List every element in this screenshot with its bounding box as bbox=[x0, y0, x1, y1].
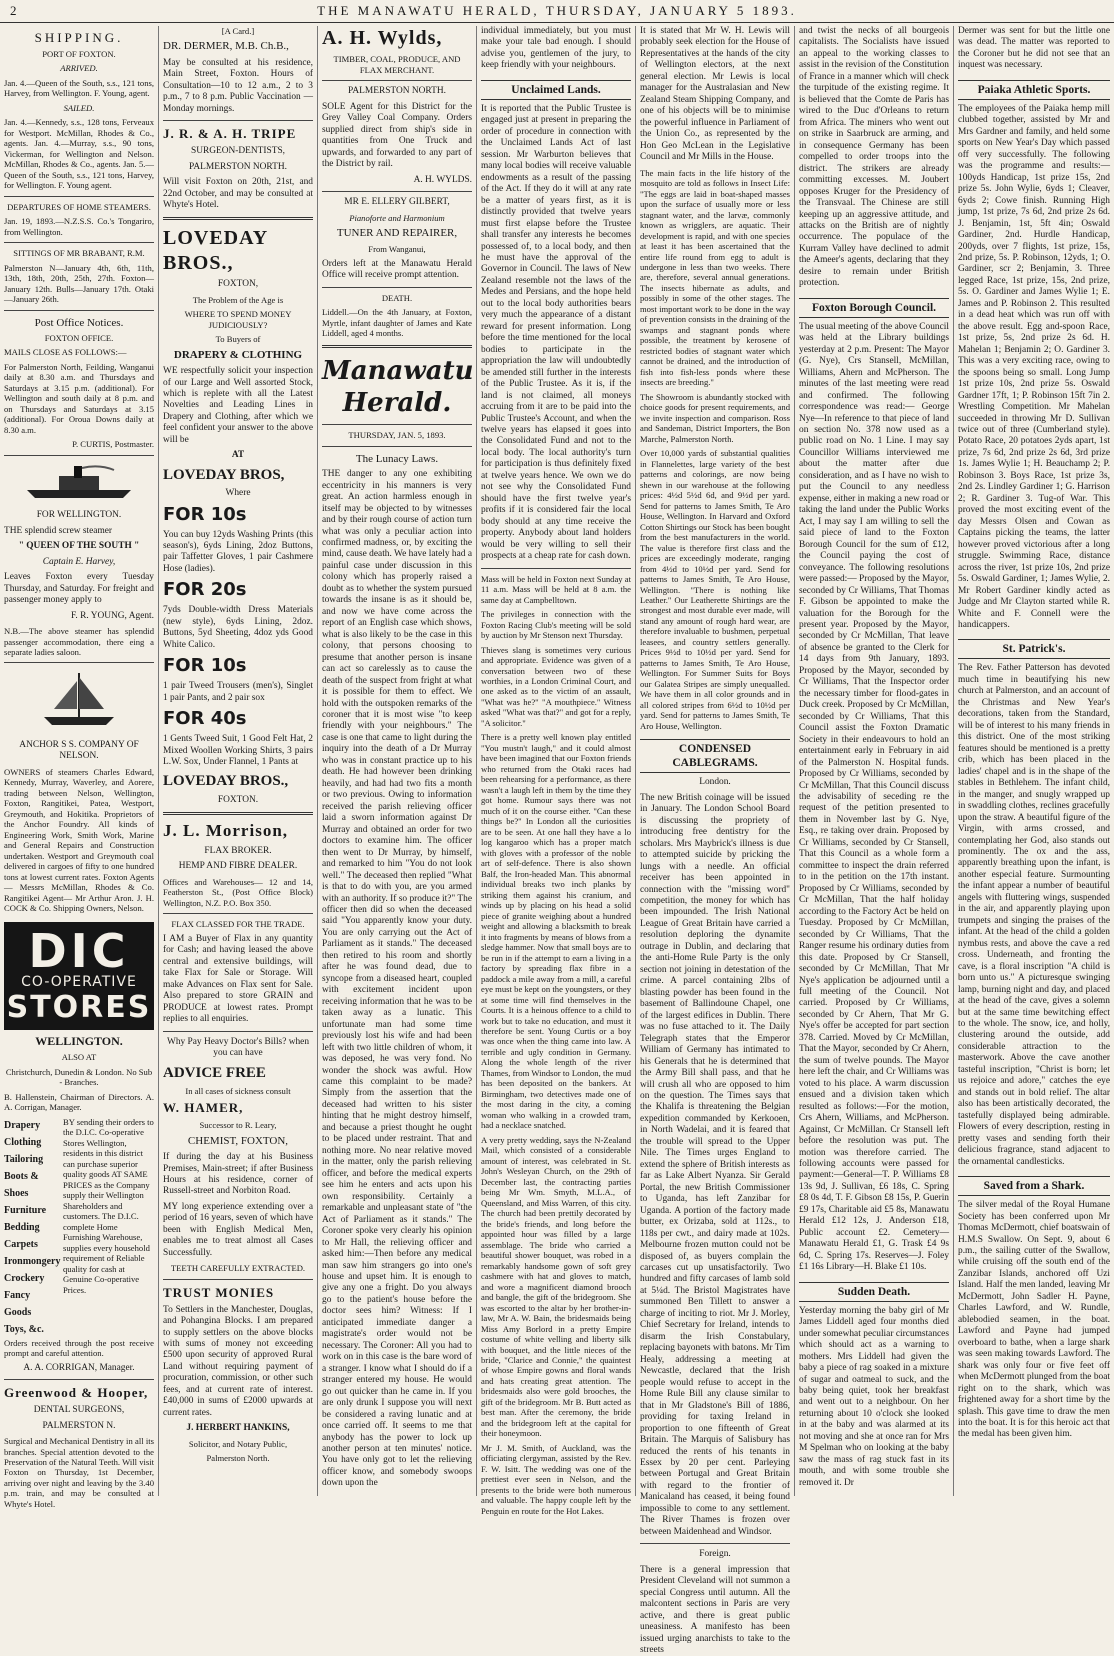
cablegrams-text: The new British coinage will be issued in January. The London School Board is discussing the propriety of introducing free dentistry for the scholars. Mrs Maybrick's illness is due to attempted suicide by pricking the lungs with a needle. An official receiver has been appointed in connection with the "missing word" competition, the money for which has been impounded. The Irish National League of Great Britain have carried a resolution deploring the dynamite outrage in Dublin, and declaring that the anti-Home Rule Party is the only section not joining in detestation of the crime. A parcel containing 2lbs of blasting powder has been found in the basement of Ballindoune Chapel, one of the largest edifices in Dublin. There was no fuse attached to it. The Daily Telegraph states that the Emperor William of Germany has intimated to his Generals that he is determined that the Army Bill shall pass, and that he will crush all who are opposed to him on the question. The Times says that the Khalifa is threatening the Belgian expedition commanded by Kerkooen, in North Wadelai, and it is feared that the trouble will spread to the Upper Nile. The Times urges England to extend the sphere of British interests as far as Lake Albert Nyanza. Sir Gerald Portal, the new British Commissioner to Uganda, has left Zanzibar for Uganda. A portion of the factory made butter, ex Orizaba, sold at 112s., to 118s per cwt., and dairy made at 102s. Melbourne frozen mutton could not be disposed of, as buyers complain the carcases cut up unsatisfactorily. Two hundred and fifty carcases of lamb sold at 5¼d. The Bristol Magistrates have summoned Ben Tillett to answer a charge of inciting to riot. Mr J. Morley, Chief Secretary for Ireland, intends to disarm the Irish Constabulary, replacing bayonets with batons. Mr Tim Healy, addressing a meeting at Newcastle, declared that the Irish people would refuse to accept in the Home Rule Bill any clause similar to that in Mr Gladstone's Bill of 1886, providing for taxing Ireland in proportion to one fifteenth of Great Britain. The Marquis of Salisbury has reduced the rents of his tenants in Essex by 20 per cent. Parleying between Portugal and Great Britain with regard to the frontier of Manicaland has ceased, it being found impossible to come to any settlement. The River Thames is frozen over between Maidenhead and Windsor. bbox=[640, 792, 790, 1537]
hamer-text: If during the day at his Business Premises, Main-street; if after Business Hours at his residence, corner of Russell-street and Norbiton Road. bbox=[163, 1152, 313, 1197]
doctor-question: Why Pay Heavy Doctor's Bills? when you can have bbox=[166, 1036, 310, 1059]
trust-text: To Settlers in the Manchester, Douglas, and Pohangina Blocks. I am prepared to supply settlers on the above blocks with sums of money not exceeding £500 upon security of approved Rural Land without requiring payment of procuration, commission, or other such fees, and at current rate of interest. £40,000 in sums of £2000 upwards at current rates. bbox=[163, 1304, 313, 1418]
foreign-heading: Foreign. bbox=[699, 1549, 731, 1560]
sailed-text: Jan. 4.—Kennedy, s.s., 128 tons, Ferveaux for Westport. McMillan, Rhodes & Co., agents. Jan. 4.—Murray, s.s., 90 tons, Vickerman, for Wellington and Nelson. McMillan, Rhodes & Co., agents. Jan. 5.—Queen of the South, s.s., 121 tons, Harvey, for Wellington. F. Young agent. bbox=[4, 117, 154, 191]
privileges-notice: The privileges in connection with the Foxton Racing Club's meeting will be sold by auction by Mr Stenson next Thursday. bbox=[481, 609, 631, 641]
wellington-heading: FOR WELLINGTON. bbox=[36, 510, 122, 521]
loveday-buyers: To Buyers of bbox=[215, 334, 261, 345]
issue-date: THURSDAY, JAN. 5, 1893. bbox=[348, 430, 446, 441]
department-item: Carpets bbox=[4, 1238, 38, 1250]
sudden-death-heading: Sudden Death. bbox=[799, 1282, 949, 1302]
column-3 bbox=[318, 26, 477, 1496]
hankins-place: Palmerston North. bbox=[206, 1453, 270, 1464]
mails-close: MAILS CLOSE AS FOLLOWS:— bbox=[4, 347, 127, 358]
loveday-where: Where bbox=[225, 488, 251, 499]
death-text: Liddell.—On the 4th January, at Foxton, Myrtle, infant daughter of James and Kate Liddell, aged 4 months. bbox=[322, 307, 472, 339]
departures-text: Jan. 19, 1893.—N.Z.S.S. Co.'s Tongariro, from Wellington. bbox=[4, 216, 154, 237]
shark-text: The silver medal of the Royal Humane Society has been conferred upon Mr Thomas McDermott, chief boatswain of H.M.S Swallow. On Sept. 9, about 6 p.m., the sailing cutter of the Swallow, while cruising off the south end of the Zanzibar Islands, anchored off Uzi Island. Half the men landed, leaving Mr McDermott, John Sadler H. Payne, Charles Lawford, and W. Rundle, ablebodied seamen, in the boat. Lawford and Payne had jumped overboard to bathe, when a large shark was seen making towards Lawford. The shark was only four or five feet off when McDermott plunged from the boat right on to the shark, which was frightened away for a short time by the splash. This gave time to draw the men into the boat. It is for this heroic act that the medal has been given him. bbox=[958, 1200, 1110, 1440]
foreign-end: and twist the necks of all bourgeois capitalists. The Socialists have issued an appeal to the working classes to assist in the revision of the Constitution of France in a manner which will check the turpitude of the existing regime. It is believed that the Comte de Paris has wired to the Duc d'Orleans to return from Africa. The miners who went out on strike in Saarbruck are arming, and in consequence Germany has been compelled to order troops into the district. The strikers are already committing excesses. M. Joubert opposes Kruger for the Presidency of the Transvaal. The Chinese are still keeping up an aggressive attitude, and attacks on the British are of nightly occurrence. The populace of the Kurram Valley have declined to admit the Ameer's agents, declaring that they desire to remain under British protection. bbox=[799, 26, 949, 289]
chemist-title: CHEMIST, FOXTON, bbox=[187, 1134, 289, 1147]
loveday-problem: The Problem of the Age is bbox=[192, 294, 284, 305]
trust-title: TRUST MONIES bbox=[163, 1284, 275, 1300]
captain-name: Captain E. Harvey, bbox=[42, 556, 116, 567]
advice-free: ADVICE FREE bbox=[163, 1064, 266, 1081]
leaves-text: Leaves Foxton every Tuesday Thursday, and Saturday. For freight and passenger money apply to bbox=[4, 572, 154, 606]
page-masthead bbox=[0, 0, 1114, 23]
dept-text: BY sending their orders to the D.I.C. Co-operative Stores Wellington, residents in this district can purchase superior quality goods AT SAME PRICES as the Company supply their Wellington Shareholders and customers. The D.I.C. complete Home Furnishing Warehouse, supplies every household requirement of Reliable quality for cash at Genuine Co-operative Prices. bbox=[63, 1116, 154, 1295]
column-5 bbox=[636, 26, 795, 1656]
loveday-drapery: DRAPERY & CLOTHING bbox=[173, 348, 303, 361]
steamer-icon bbox=[4, 462, 154, 504]
paper-title: THE MANAWATU HERALD, THURSDAY, JANUARY 5 1893. bbox=[317, 3, 797, 18]
loveday-at-firm: LOVEDAY BROS, bbox=[163, 466, 285, 483]
dic-officers: B. Hallenstein, Chairman of Directors. A. A. Corrigan, Manager. bbox=[4, 1091, 154, 1113]
wellington-text: THE splendid screw steamer bbox=[4, 525, 113, 536]
loveday-place: FOXTON, bbox=[217, 279, 259, 290]
department-item: Ironmongery bbox=[4, 1255, 61, 1267]
advice-text: In all cases of sickness consult bbox=[185, 1085, 291, 1096]
dic-city: WELLINGTON. bbox=[35, 1033, 123, 1048]
loveday-question: WHERE TO SPEND MONEY JUDICIOUSLY? bbox=[184, 309, 292, 330]
mass-notice: Mass will be held in Foxton next Sunday at 11 a.m. Mass will be held at 8 a.m. the same day at Campbelltown. bbox=[481, 573, 631, 605]
unclaimed-heading: Unclaimed Lands. bbox=[481, 80, 631, 100]
arrived-text: Jan. 4.—Queen of the South, s.s., 121 tons, Harvey, from Wellington. F. Young, agent. bbox=[4, 77, 154, 99]
department-item: Tailoring bbox=[4, 1153, 44, 1165]
cablegrams-heading: CONDENSED CABLEGRAMS. bbox=[640, 739, 790, 773]
dic-departments bbox=[4, 1117, 154, 1338]
lunacy-text: THE danger to any one exhibiting eccentricity in his manners is very great. An action harmless enough in itself may be objected to by witnesses and by their rough course of action turn what was only a peculiar action into confirmed madness, or, by exciting the mind, cause death. We have lately had a painful case under discussion in this colony which has properly raised a doubt as to whether the system pursued towards the insane is as it should be, and now we have come across the report of an English case which shows, what is also likely to be the case in this colony, that persons choosing to presume that another person is insane can act so carelessly as to cause the death of the suspect from fright at what it is possible for them to effect. We hold with the outspoken remarks of the coroner that it is most wise "to keep friendly with your neighbours." The case is one that came to light during the inquiry into the death of a Dr Murray who was in constant practice up to his death. He had however been drinking heavily, and had had two fits a month or two previous. Owing to information received the parish relieving officer laid a sworn information against Dr Murray and obtained an order for two doctors to examine him. The officer then went to Dr Murray, by himself, and remarked to him "You do not look well." The deceased then replied "What is that to do with you, are you armed with an authority. If so produce it?" The officer then did so when the deceased said "You apparently know your duty. You are only carrying out the Act of Parliament as it stands." The deceased then retired to his room and shortly after he was found dead, due to syncope from a diseased heart, coupled with excitement incident upon receiving information that he was to be taken away as a lunatic. This unfortunate man had some time previously lost his wife and had been left with two little children of whom, it was deposed, he was very fond. No wonder the shock was awful. How came this complaint to be made? Simply from the assertion that the deceased had written to his sister hinting that he might destroy himself, and because a priest thought he ought to be placed under restraint. That and nothing more. No near relative moved in the matter, only the parish relieving officer, and before the medical experts see him he enters and acts upon his own responsibility. Certainly a remarkable and unpleasant state of "the Act of Parliament as it stands." The Coroner spoke very clearly his opinion to Mr Hall, the relieving officer and asked him:—Then before any medical man saw him strangers go into one's house and upset him. It is enough to give any one a fright. Do you always go to the patient's house before the doctor sees him? Witness: If I anticipated immediate danger a magistrate's order would not be necessary. The Coroner: All you had to work on in this case is the bare word of a stranger. I know what I should do if a stranger entered my house. He would go out quicker than he came in. If you are only drunk I suppose you will next be considered a raving lunatic and at once carried off. It seems to me that anybody has the power to lock up another person at ten minutes' notice. You have only got to let the relieving officer know, and somebody swoops down upon the bbox=[322, 469, 472, 1489]
hamer-name: W. HAMER, bbox=[163, 1100, 244, 1116]
mosquito-notice: The main facts in the life history of the mosquito are told as follows in Insect Life: "The eggs are laid in boat-shaped masses upon the surface of usually more or less stagnant water, and the larvæ, commonly known as wrigglers, are aquatic. Their development is rapid, and with one species at least it has been ascertained that the entire life round from egg to adult is undergone in less than two weeks. There are, therefore, several annual generations. The insects hibernate as adults, and possibly in some of the other stages. The most important work to be done in the way of prevention consists in the draining of the swamps and stagnant ponds where possible, the treatment by kerosene of restricted bodies of stagnant water which cannot be drained, and the introduction of fish into fish-less ponds where these insects are breeding." bbox=[640, 167, 790, 388]
paiaka-heading: Paiaka Athletic Sports. bbox=[958, 80, 1110, 100]
offer-1-price: FOR 10s bbox=[163, 503, 247, 525]
port-heading: PORT OF FOXTON. bbox=[42, 48, 116, 59]
flax-text: I AM a Buyer of Flax in any quantity for Cash; and having leased the above central and extensive buildings, will take Flax for Sale or Storage. Will make Advances on Flax sent for Sale. Also prepared to store GRAIN and PRODUCE at lowest rates. Prompt replies to all enquiries. bbox=[163, 933, 313, 1025]
london-heading: London. bbox=[699, 777, 731, 788]
hankins-name: J. HERBERT HANKINS, bbox=[186, 1423, 290, 1434]
smith-advt: Over 10,000 yards of substantial qualities in Flannelettes, large variety of the best patterns and colorings, are now being shewn in our warehouse at the following prices: 4½d 5½d 6d, and 9½d per yard. Send for patterns to James Smith, Te Aro House, Wellington. In Harvard and Oxford Cotton Shirtings our Stock has been bought from the best manufacturers in the world. The value is therefore first class and the prices are exceedingly moderate, ranging from 4½d to 10½d per yard. Send for patterns to James Smith, Te Aro House, Wellington. "There is nothing like Leather." Our Leatherette Shirtings are the strongest and most durable ever made, will stand any amount of rough hard wear, are therefore invaluable to bushmen, perpetual leasees, and country settlers generally. Prices 9½d to 10½d per yard. Send for patterns to James Smith, Te Aro House, Wellington. For Summer Suits for Boys our Galatea Stripes are simply unequalled. We have them in all color grounds and in all colored stripes from 6½d to 10½d per yard. Send for patterns to James Smith, Te Aro House, Wellington. bbox=[640, 448, 790, 731]
morrison-title: J. L. Morrison, bbox=[163, 821, 289, 841]
misc-notes: There is a pretty well known play entitled "You mustn't laugh," and it could almost have been imagined that our Foxton friends who returned from the Otaki races had been rehearsing for a performance, as there wasn't a laugh left in them by the time they got home. Rumour says there was not much of it on the course either. "Can these things be?" In London all the curiosities are to be seen. At one hall they have a lo log kangaroo which has a proper match with gloves with a professor of the noble art of self-defence. There is also shown Balf, the Iron-headed Man. This abnormal individual breaks two inch planks by striking them against his cranium, and winds up by placing on his head a solid piece of granite weighing about a hundred weight and allowing a blacksmith to break it into fragments by means of blows from a sledge hammer. Now that small boys are to be run in if the attempt to earn a living in a factory by spreading flax fibre in a paddock a mile away from a mill, a careful eye must be kept on the youngsters, or they at some time will find themselves in the Courts. It is a heinous offence to a child to work but to take no education, and must it therefore be sent. Young Curtis or a boy was once when the thing came into law. A terrible and ugly condition in Germany. Along the whole length of the river Thames, from Windsor to London, the mud has been deposited on the bankers. At Birmingham, two detectives made one of the most daring in the city, a coming woman who walking in a crowded tram, had a necklace snatched. bbox=[481, 732, 631, 1131]
morrison-text: Offices and Warehouses— 12 and 14, Featherston St., (Post Office Block) Wellington, N.Z. P.O. Box 350. bbox=[163, 876, 313, 908]
dic-sign: A. A. CORRIGAN, Manager. bbox=[23, 1362, 135, 1373]
death-heading: DEATH. bbox=[381, 292, 413, 303]
department-item: Drapery bbox=[4, 1119, 41, 1131]
loveday-footer-place: FOXTON. bbox=[217, 794, 259, 805]
teeth-text: MY long experience extending over a period of 16 years, seven of which have been with English Medical Men, enables me to treat almost all Cases Successfully. bbox=[163, 1201, 313, 1258]
orders-text: Orders received through the post receive prompt and careful attention. bbox=[4, 1337, 154, 1359]
hamer-sub: Successor to R. Leary, bbox=[199, 1120, 277, 1131]
column-2 bbox=[159, 26, 318, 1496]
column-6 bbox=[795, 26, 954, 1496]
department-item: Crockery bbox=[4, 1272, 45, 1284]
offer-3-price: FOR 10s bbox=[163, 655, 247, 677]
morrison-sub2: HEMP AND FIBRE DEALER. bbox=[178, 861, 298, 872]
greenwood-sub: DENTAL SURGEONS, bbox=[33, 1405, 125, 1416]
sittings-text: Palmerston N—January 4th, 6th, 11th, 13th, 18th, 20th, 25th, 27th. Foxton—January 12th. Bulls—January 17th. Otaki—January 26th. bbox=[4, 262, 154, 305]
gilbert-sub2: TUNER AND REPAIRER, bbox=[336, 227, 458, 240]
offer-1-text: You can buy 12yds Washing Prints (this season's), 6yds Lining, 2doz Buttons, pair Taffetter Gloves, 1 pair Cashmere Hose (ladies). bbox=[163, 529, 313, 574]
wylds-sign: A. H. WYLDS. bbox=[413, 174, 472, 185]
shark-heading: Saved from a Shark. bbox=[958, 1176, 1110, 1196]
unclaimed-text: It is reported that the Public Trustee is engaged just at present in preparing the order of procedure in connection with the Unclaimed Lands Act of last session. Mr Warburton believes that many local bodies will receive valuable endowments as a result of the passing of the Act. If they do it will at any rate be a matter of years first, as it is distinctly provided that twelve years must first elapse before the Trustee shall transfer any interests he becomes possessed of, to a local body, and then he must have the approval of the Governor in Council. The laws of New Zealand resemble not the laws of the Medes and Persians, and the hope held out to the local body authorities bears very much the appearance of a distant reward for present information. Long before the time mentioned for the local bodies to participate in the appropriation the law will undoubtedly be amended still further in the interests of the Public Trustee. As it is, if the land is not claimed, all moneys accruing from it are to be paid into the Public Trustee's Account, and when the twelve years has elapsed it goes into the Consolidated Fund and not to the local body. The local authority's turn for participation is thus definitely fixed at twelve years hence. We own we do not see why the Consolidated Fund should have the first twelve year's profits if it is considered fair the local body should at any time receive the property. Anybody about land holders would be very willing to sell their prospects at a cheap rate for cash down. bbox=[481, 103, 631, 562]
thieves-notice: Thieves slang is sometimes very curious and appropriate. Evidence was given of a conversation between two of these worthies, in a London Criminal Court, and one asked as to the victim of an assault, "What was he?" "A mouthpiece." Witness asked "What was that?" and got for a reply, "A solicitor." bbox=[481, 644, 631, 728]
offer-2-price: FOR 20s bbox=[163, 579, 247, 601]
foreign-text: There is a general impression that President Cleveland will not summon a special Congress until autumn. All the malcontent sections in Paris are very active, and there is great public uneasiness. A manifesto has been issued urging anarchists to take to the streets bbox=[640, 1564, 790, 1656]
tripe-place: PALMERSTON NORTH. bbox=[189, 161, 287, 172]
post-office-text: For Palmerston North, Feilding, Wanganui daily at 8.30 a.m. and Thursdays and Saturdays at 3.15 p.m. (additional). For Wellington and south daily at 8 p.m. and on Thursdays and Saturdays at 3.15 (additional). For Oroua Downs daily at 8.30 a.m. bbox=[4, 361, 154, 435]
gilbert-sub: Pianoforte and Harmonium bbox=[349, 212, 445, 223]
column-4 bbox=[477, 26, 636, 1516]
department-item: Toys, &c. bbox=[4, 1323, 44, 1335]
nb-text: N.B.—The above steamer has splendid passenger accommodation, there eing a separate ladies saloon. bbox=[4, 626, 154, 657]
wedding-end: Mr J. M. Smith, of Auckland, was the officiating clergyman, assisted by the Rev. F. W. Isitt. The wedding was one of the prettiest ever seen in Nelson, and the presents to the bride were both numerous and valuable. The happy couple left by the Penguin en route for the Hot Lakes. bbox=[481, 1442, 631, 1516]
morrison-sub: FLAX BROKER. bbox=[204, 845, 272, 856]
sailing-ship-icon bbox=[4, 669, 154, 733]
showroom-notice: The Showroom is abundantly stocked with choice goods for present requirements, and we invite inspection and comparison. Ross and Sandeman, District Importers, the Bon Marche, Palmerston North. bbox=[640, 391, 790, 444]
dic-also: ALSO AT bbox=[61, 1052, 97, 1063]
lunacy-heading: The Lunacy Laws. bbox=[355, 452, 439, 465]
offer-2-text: 7yds Double-width Dress Materials (new style), 6yds Lining, 2doz. Buttons, 5yd Sheeting, 4doz yds Good White Calico. bbox=[163, 605, 313, 650]
offer-4-text: 1 Gents Tweed Suit, 1 Good Felt Hat, 2 Mixed Woollen Working Shirts, 3 pairs L.W. Sox, Under Flannel, 1 Pants at bbox=[163, 734, 313, 767]
anchor-heading: ANCHOR S S. COMPANY OF NELSON. bbox=[19, 739, 139, 762]
offer-4-price: FOR 40s bbox=[163, 708, 247, 730]
wylds-sub: TIMBER, COAL, PRODUCE, AND FLAX MERCHANT. bbox=[333, 54, 461, 75]
arrived-label: ARRIVED. bbox=[60, 63, 98, 74]
loveday-text: WE respectfully solicit your inspection of our Large and Well assorted Stock, which is replete with all the Latest Novelties and Leading Lines in Drapery and Clothing, after which we feel confident your answer to the above will be bbox=[163, 366, 313, 445]
post-office-sub: FOXTON OFFICE. bbox=[44, 332, 114, 343]
agent-name: F. R. YOUNG, Agent. bbox=[70, 610, 154, 621]
dic-branches: Christchurch, Dunedin & London. No Sub - Branches. bbox=[5, 1066, 153, 1088]
wylds-text: SOLE Agent for this District for the Grey Valley Coal Company. Orders supplied direct from ship's side in quantities from One Truck and upwards, and forwarded to any part of the District by rail. bbox=[322, 101, 472, 170]
herald-flag: Manawatu Herald. bbox=[322, 355, 474, 418]
teeth-extracted: TEETH CAREFULLY EXTRACTED. bbox=[170, 1263, 306, 1274]
hankins-sub: Solicitor, and Notary Public, bbox=[188, 1438, 288, 1449]
department-list bbox=[4, 1117, 59, 1338]
lewis-notice: It is stated that Mr W. H. Lewis will probably seek election for the House of Representatives at the hands of the city of Wellington electors, at the next general election. Mr Lewis is local manager for the Australasian and New Zealand Steam Shipping Company, and one of his objects will be to minimise the powerful influence in Parliament of the Union Co., as represented by the Hon Geo McLean in the Legislative Council and Mr Mills in the House. bbox=[640, 26, 790, 163]
st-patricks-text: The Rev. Father Patterson has devoted much time in beautifying his new church at Palmerston, and an account of the Christmas and New Year's decorations, taken from the Standard, will be of interest to his many friends in this district. One of the most striking features should be mentioned is a pretty crib, which has been placed in the ladies' chapel and is in the shape of the stables in Bethlehem. The infant child, in the manger, and snugly wrapped up in swaddling clothes, reclines gracefully upon the straw. A beautiful figure of the Virgin, with arms crossed, and contemplating her God, also stands out prominently. The ox and the ass, apparently breathing upon the infant, is another especial feature. Surmounting the infant appear a number of beautiful angels with fluttering wings, suspended in the air, and apparently playing upon trumpets and singing the praises of the infant. At the head of the child a golden nymbus rests, and above the cave a red cross. Underneath, and fronting the cave, is a floral inscription "A child is born unto us." A picturesque swinging lamp, burning night and day, and placed at the head of the cave, gives a solemn but at the same time bewitching effect to the whole. The snow, ice, and holly, clustering around the outside, add considerable attraction to the masterwork. Above the cave another tasteful inscription, "Christ is born; let us rejoice and adore," catches the eye and stands out in bold relief. The altar also has been artistically decorated, the tastefully displayed being admirable. Flowers of every description, resting in pretty vases and sending forth their delicious fragrance, stand adjacent to the ornamental candlesticks. bbox=[958, 663, 1110, 1167]
department-item: Furniture bbox=[4, 1204, 47, 1216]
loveday-at: AT bbox=[231, 450, 245, 461]
paiaka-text: The employees of the Paiaka hemp mill clubbed together, assisted by Mr and Mrs Gardner and family, and held some sports on New Year's Day which passed off very successfully. The following was the programme and results:— 100yds Handicap, 1st prize 15s, 2nd prize 5s. John Wylie, 6yds 1; Cleaver, 6yds 2; Cowe finish. Running High jump, 1st prize, 7s 6d, 2nd prize 2s 6d. J. Benjamin, 1st, 5ft 4in; Oswald Gardiner, 2nd. Hurdle Handicap, 200yds, over 7 flights, 1st prize, 15s, 2nd prize, 5s. P. Robinson, 12yds, 1; O. Gardiner, scr 2; Benjamin, 3. Three legged Race, 1st prize, 15s, 2nd prize, 5s. O. Gardiner and James Wylie 1; E. James and P. Robinson 2. This resulted in a dead heat which was run off with the above result. Egg and-spoon Race, 1st prize, 5s, 2nd prize 2s 6d. H. Mahelan 1; Benjamin 2; O. Gardiner 3. This was a very exciting race, owing to the spoons being so small. Long Jump 1st prize 10s, 2nd prize 5s. Oswald Gardner 17ft, 1; P. Robinson 15ft 7in 2. Wrestling Competition. Mr Mahelan succeeded in throwing Mr D. Sullivan twice out of three (Cumberland style). Potato Race, 20 potatoes 2yds apart, 1st prize, 7s 6d, 2nd prize 2s 6d, 3rd prize 1s. James Wylie 1; H. Beauchamp 2; P. Robinson 3. Boys Race, 1st prize 3s, 2nd 2s. Lindley Gardiner 1; G. Harrison 2; R. Gardiner 3. Tug-of War. This proved the most exciting event of the day Messrs Olsen and Cowan as Captains picking the teams, the latter however proved victorious after a long struggle. Swimming Race, distance across the river, 1st prize 10s, 2nd prize 5s. Oswald Gardiner, 1; James Wylie, 2. Mr Robert Gardiner kindly acted as Judge and Mr Clayton started while R. White and F. Connell were the handicappers. bbox=[958, 103, 1110, 630]
tripe-sub: SURGEON-DENTISTS, bbox=[190, 146, 285, 157]
departures-heading: DEPARTURES OF HOME STEAMERS. bbox=[7, 201, 151, 212]
gilbert-name: MR E. ELLERY GILBERT, bbox=[344, 197, 450, 208]
sudden-death-end: Dermer was sent for but the little one was dead. The matter was reported to the Coroner but he did not see that an inquest was necessary. bbox=[958, 26, 1110, 71]
flax-heading: FLAX CLASSED FOR THE TRADE. bbox=[171, 919, 305, 930]
sailed-label: SAILED. bbox=[63, 102, 95, 113]
dic-logo: DIC CO-OPERATIVE STORES bbox=[4, 922, 154, 1030]
dermer-text: May be consulted at his residence, Main Street, Foxton. Hours of Consultation—10 to 12 a.m., 2 to 3 p.m., 7 to 8 p.m. Public Vaccination — Monday mornings. bbox=[163, 57, 313, 114]
greenwood-text: Surgical and Mechanical Dentistry in all its branches. Special attention devoted to the Preservation of the Natural Teeth. Will visit Foxton on Thursday, 1st December, arriving over night and leaving by the 3.40 p.m. train, and may be consulted at Whyte's Hotel. bbox=[4, 1436, 154, 1509]
council-text: The usual meeting of the above Council was held at the Library buildings yesterday at 2 p.m. Present: The Mayor (G. Nye), Crs Stansell, McMillan, Williams, Ahern and McPherson. The minutes of the last meeting were read and confirmed. The following correspondence was read:— George Nye—In reference to that piece of land on section No. 378 now used as a public road on No. 1 Line. I may say Councillor Williams interviewed me about the matter after due consideration, and as I have no wish to put the Council to any needless expense, either in making a new road or taking the land under the Public Works Act, I may say I am willing to sell the said piece of land to the Foxton Borough Council for the sum of £12, the Council paying the cost of conveyance. The following resolutions were passed:— Proposed by the Mayor, seconded by Cr Williams, That Thomas F. Gibson be appointed to make the valuation for the Borough for the present year. Proposed by the Mayor, seconded by Cr McMillan, That leave of absence be granted to the Clerk for 14 days from 9th January, 1893. Proposed by the Mayor, seconded by Cr Williams, That the Inspector order the necessary timber for flood-gates in Duck creek. Proposed by Cr McMillan, seconded by Cr Williams, That this Council assist the Foxton Dramatic Society in their endeavours to hold an entertainment early in February in aid of the Palmerston N. Hospital funds. Proposed by Cr Williams, seconded by Cr McMillan, That this Council discuss the advisability of seceding re the request of the petition presented to them in November last by G. Nye, Esq., re taking over drain. Proposed by Cr Williams, seconded by Cr Stansell, That this Council as a whole form a committee to inspect the drain referred to in the petition on the 17th instant. Proposed by Cr Williams, seconded by Cr McMillan, That the half holiday according to the Factory Act be held on Tuesday. Proposed by Cr McMillan, seconded by Cr Williams, That the Ranger resume his ordinary duties from this date. Proposed by Cr Stansell, seconded by Cr McMillan, That Mr Nye's application be adjourned until a full meeting of the Council. Not carried. Proposed by Cr Williams, seconded by Cr Ahern, That Mr G. Nye's offer be accepted for part section 378. Carried. Moved by Cr McMillan, That the Mayor, seconded by Cr Ahern, the sum of twelve pounds. The Mayor here left the chair, and Cr Williams was voted to his place. A warm discussion ensued and a division taken which resulted as follows:—For the motion, Crs Ahern, Williams, and McPherson. Against, Cr McMillan. Cr Stansell left before the resolution was put. The motion was therefore carried. The following accounts were passed for payment:—General—T. P. Williams £8 13s 9d, J. Sullivan, £6 18s, C. Spring £8 0s 4d, T. F. Gibson £8 15s, P. Guerin £9 17s, Charitable aid £5 8s, Manawatu Herald £12 12s, J. Anderson £18, Public account £2. Cemetery—Manawatu Herald £1, G. Trask £4 9s 6d, C. Spring 17s. Reserves—J. Foley £1 16s Library—H. Blake £1 10s. bbox=[799, 321, 949, 1273]
page-number: 2 bbox=[10, 3, 17, 18]
lunacy-end: individual immediately, but you must make your tale bad enough. I should advise you, gentlemen of the jury, to keep friendly with your neighbours. bbox=[481, 26, 631, 71]
st-patricks-heading: St. Patrick's. bbox=[958, 639, 1110, 659]
steamer-name: " QUEEN OF THE SOUTH " bbox=[18, 541, 140, 552]
shipping-heading: SHIPPING. bbox=[34, 30, 124, 45]
tripe-title: J. R. & A. H. TRIPE bbox=[163, 126, 297, 142]
greenwood-title: Greenwood & Hooper, bbox=[4, 1385, 149, 1401]
department-item: Boots & Shoes bbox=[4, 1170, 39, 1199]
sudden-death-text: Yesterday morning the baby girl of Mr James Liddell aged four months died under somewhat peculiar circumstances which should act as a warning to mothers. Mrs Liddell had given the baby a piece of rag soaked in a mixture of sugar and oatmeal to suck, and the baby being quiet, took her breakfast and went out to a neighbour. On her returning about 10 o'clock she looked in at the baby and was alarmed at its not moving and she at once ran for Mrs M Spelman who on looking at the baby saw the mass of rag stuck fast in its mouth, and with some trouble she removed it. Dr bbox=[799, 1305, 949, 1488]
column-1 bbox=[0, 26, 159, 1509]
department-item: Fancy Goods bbox=[4, 1289, 32, 1318]
gilbert-from: From Wanganui, bbox=[368, 244, 426, 255]
council-heading: Foxton Borough Council. bbox=[799, 298, 949, 318]
dermer-name: DR. DERMER, M.B. Ch.B., bbox=[163, 40, 289, 53]
column-7 bbox=[954, 26, 1114, 1496]
loveday-footer: LOVEDAY BROS., bbox=[163, 773, 289, 790]
wedding-notice: A very pretty wedding, says the N-Zealand Mail, which consisted of a considerable amount of interest, was celebrated in St. John's Wesleyan Church, on the 29th of December last, the contracting parties being Mr Wm. Smyth, M.L.A., of Queensland, and Miss Warren, of this city. The church had been prettily decorated by the bride's friends, and long before the appointed hour was filled by a large assemblage. The bride who carried a beautiful shower bouquet, was robed in a remarkably handsome gown of soft grey cashmere with hat and gloves to match, and wore a magnificent diamond brooch and bangle, the gift of the bridegroom. She was escorted to the altar by her brother-in-law, Mr A. W. Bain, the bridesmaids being Miss Amy Borlord in a pretty Empire costume of white velling and liberty silk with bouquet, and the little nieces of the bride, "Clarice and Connie," the quaintest of whose Empire gowns and floral wands and hats creating great attention. The bridesmaids also were gold brooches, the gift of the bridegroom. Mr B. Butt acted as best man. After the ceremony, the bride and the bridegroom left at the capital for their honeymoon. bbox=[481, 1134, 631, 1439]
greenwood-place: PALMERSTON N. bbox=[42, 1420, 116, 1431]
anchor-text: OWNERS of steamers Charles Edward, Kennedy, Murray, Waverley, and Aorere, trading between Nelson, Wellington, Foxton, Rangitikei, Patea, Westport, Greymouth, and Hokitika. Proprietors of the Anchor Foundry. All kinds of Engineering Work, Smith Work, Marine and General Repairs and Construction undertaken. Westport and Greymouth coal delivered in cargoes of fifty to one hundred tons at lowest current rates. Foxton Agents— Messrs McMillan, Rhodes & Co. Rangitikei Agent— Mr Arthur Aron. J. H. COCK & Co. Shipping Owners, Nelson. bbox=[4, 766, 154, 914]
tripe-text: Will visit Foxton on 20th, 21st, and 22nd October, and may be consulted at Whyte's Hotel. bbox=[163, 177, 313, 210]
offer-3-text: 1 pair Tweed Trousers (men's), Singlet 1 pair Pants, and 2 pair sox bbox=[163, 681, 313, 703]
wylds-title: A. H. Wylds, bbox=[322, 27, 443, 49]
department-item: Clothing bbox=[4, 1136, 42, 1148]
card-label: [A Card.] bbox=[221, 26, 255, 36]
post-office-heading: Post Office Notices. bbox=[34, 316, 124, 329]
postmaster-sign: P. CURTIS, Postmaster. bbox=[72, 439, 154, 450]
loveday-title: LOVEDAY BROS., bbox=[163, 227, 269, 274]
wylds-place: PALMERSTON NORTH. bbox=[348, 86, 446, 97]
gilbert-text: Orders left at the Manawatu Herald Office will receive prompt attention. bbox=[322, 258, 472, 281]
sittings-heading: SITTINGS OF MR BRABANT, R.M. bbox=[13, 248, 145, 259]
department-item: Bedding bbox=[4, 1221, 40, 1233]
